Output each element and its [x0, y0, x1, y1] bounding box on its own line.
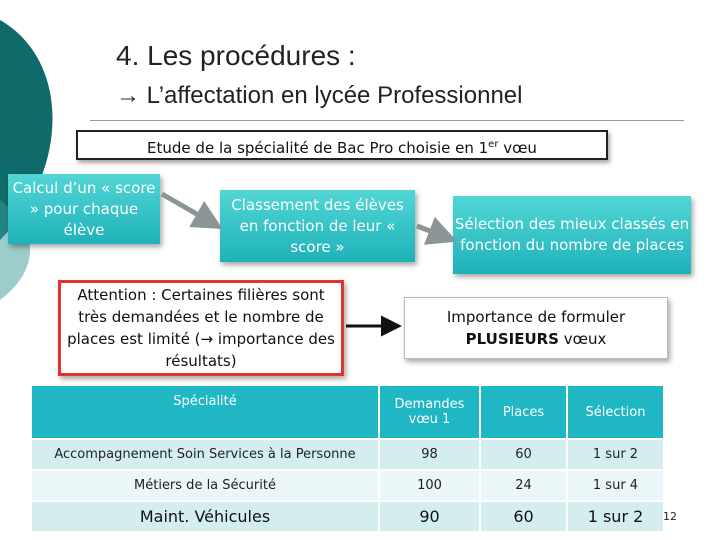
cell-places: 60: [481, 440, 566, 469]
cell-selection: 1 sur 2: [568, 440, 663, 469]
importance-strong: PLUSIEURS: [465, 330, 559, 348]
cell-selection: 1 sur 2: [568, 502, 663, 531]
importance-line2: [466, 328, 607, 350]
flow-step-ranking-label: Classement des élèves en fonction de leur « score »: [231, 195, 404, 256]
flow-step-score: [8, 174, 160, 244]
selection-table: [30, 384, 665, 533]
cell-selection: 1 sur 4: [568, 471, 663, 500]
flow-step-selection-label: Sélection des mieux classés en fonction du nombre de places: [454, 215, 690, 254]
cell-specialite: Maint. Véhicules: [32, 502, 378, 531]
table-row: [32, 471, 663, 500]
subtitle-text: L’affectation en lycée Professionnel: [146, 82, 523, 109]
cell-places: 24: [481, 471, 566, 500]
warning-text: Attention : Certaines filières sont très demandées et le nombre de places est limité (→ importance des résultats): [67, 286, 335, 370]
header-selection: Sélection: [568, 386, 663, 438]
flow-step-selection: [453, 196, 691, 274]
cell-demandes: 98: [380, 440, 479, 469]
banner-text: Etude de la spécialité de Bac Pro choisie en 1: [147, 139, 489, 157]
importance-line1: Importance de formuler: [446, 308, 626, 326]
flow-step-score-label: Calcul d’un « score » pour chaque élève: [12, 178, 156, 239]
banner-tail: vœu: [498, 139, 537, 157]
page-title: 4. Les procédures :: [116, 40, 356, 71]
arrow-step1-to-step2: [162, 194, 214, 224]
flow-step-ranking: [220, 190, 415, 262]
right-arrow-icon: →: [116, 82, 140, 109]
page-subtitle: [116, 82, 522, 110]
cell-places: 60: [481, 502, 566, 531]
table-row: [32, 440, 663, 469]
study-banner: [76, 130, 608, 160]
cell-specialite: Métiers de la Sécurité: [32, 471, 378, 500]
cell-demandes: 90: [380, 502, 479, 531]
header-places: Places: [481, 386, 566, 438]
importance-tail: vœux: [559, 330, 607, 348]
table-header-row: [32, 386, 663, 438]
table-row: [32, 502, 663, 531]
importance-box: [404, 297, 668, 359]
banner-sup: er: [488, 139, 499, 150]
header-demandes: Demandes vœu 1: [380, 386, 479, 438]
page-number: 12: [663, 510, 677, 523]
warning-box: [58, 280, 344, 376]
cell-demandes: 100: [380, 471, 479, 500]
header-specialite: Spécialité: [32, 386, 378, 438]
cell-specialite: Accompagnement Soin Services à la Personne: [32, 440, 378, 469]
title-divider: [90, 120, 684, 121]
arrow-step2-to-step3: [417, 226, 448, 238]
